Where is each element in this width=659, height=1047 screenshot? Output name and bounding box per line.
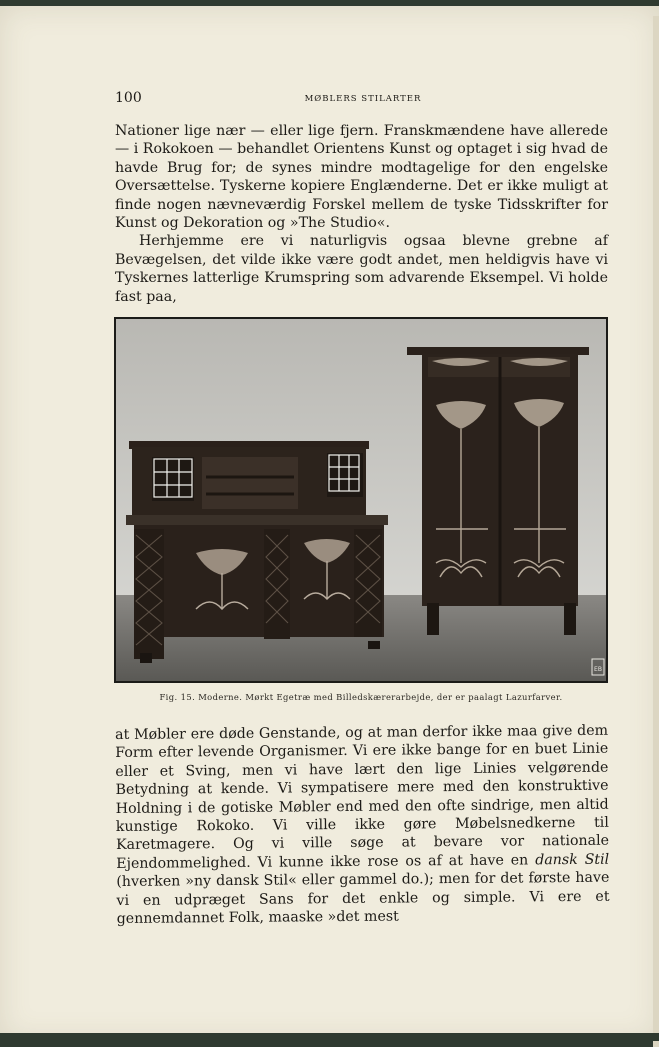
- emphasis-dansk-stil: dansk Stil: [535, 851, 610, 869]
- page-header: [115, 90, 611, 110]
- page-number: 100: [115, 90, 142, 106]
- running-title: MØBLERS STILARTER: [304, 94, 422, 104]
- wardrobe: [407, 347, 589, 635]
- page-edge: [653, 16, 659, 1047]
- paragraph-3: [115, 722, 610, 929]
- text-run-2: (hverken »ny dansk Stil« eller gammel do.); men for det første have vi en udpræget Sans for det enkle og simple. Vi ere et gennemdannet Folk, maaske »det mest: [116, 869, 610, 928]
- paragraph-1: Nationer lige nær — eller lige fjern. Franskmændene have allerede — i Rokokoen — behandlet Orientens Kunst og optaget i sig hvad de havde Brug for; de synes mindre modtagelige for den engelske Oversættelse. Tyskerne kopiere Englænderne. Det er ikke muligt at finde nogen nævneværdig Forskel mellem de tyske Tidsskrifter for Kunst og Dekoration og »The Studio«.: [115, 123, 608, 232]
- body-text-top: [115, 122, 608, 306]
- body-text-bottom: [115, 722, 610, 929]
- figure-caption: Fig. 15. Moderne. Mørkt Egetræ med Billedskærerarbejde, der er paalagt Lazurfarver.: [159, 692, 563, 702]
- sideboard: [126, 441, 388, 663]
- monogram-text: EB: [594, 666, 602, 673]
- page-bottom-edge: [0, 1033, 659, 1041]
- figure-photograph: [114, 317, 608, 683]
- text-run-1: at Møbler ere døde Genstande, og at man derfor ikke maa give dem Form efter levende Organismer. Vi ere ikke bange for en buet Linie eller et Sving, men vi have lært den lige Linies velgørende Betydning at kende. Vi sympatisere mere med den konstruktive Holdning i de gotiske Møbler end med den ofte sindrige, men altid kunstige Rokoko. Vi ville ikke gøre Møbelsnedkerne til Karetmagere. Og vi ville søge at bevare vor nationale Ejendommelighed. Vi kunne ikke rose os af at have en: [115, 722, 610, 872]
- book-page: [0, 6, 659, 1041]
- furniture-photo: [114, 317, 608, 683]
- paragraph-2: Herhjemme ere vi naturligvis ogsaa blevne grebne af Bevægelsen, det vilde ikke være godt andet, men heldigvis have vi Tyskernes latterlige Krumspring som advarende Eksempel. Vi holde fast paa,: [115, 233, 608, 305]
